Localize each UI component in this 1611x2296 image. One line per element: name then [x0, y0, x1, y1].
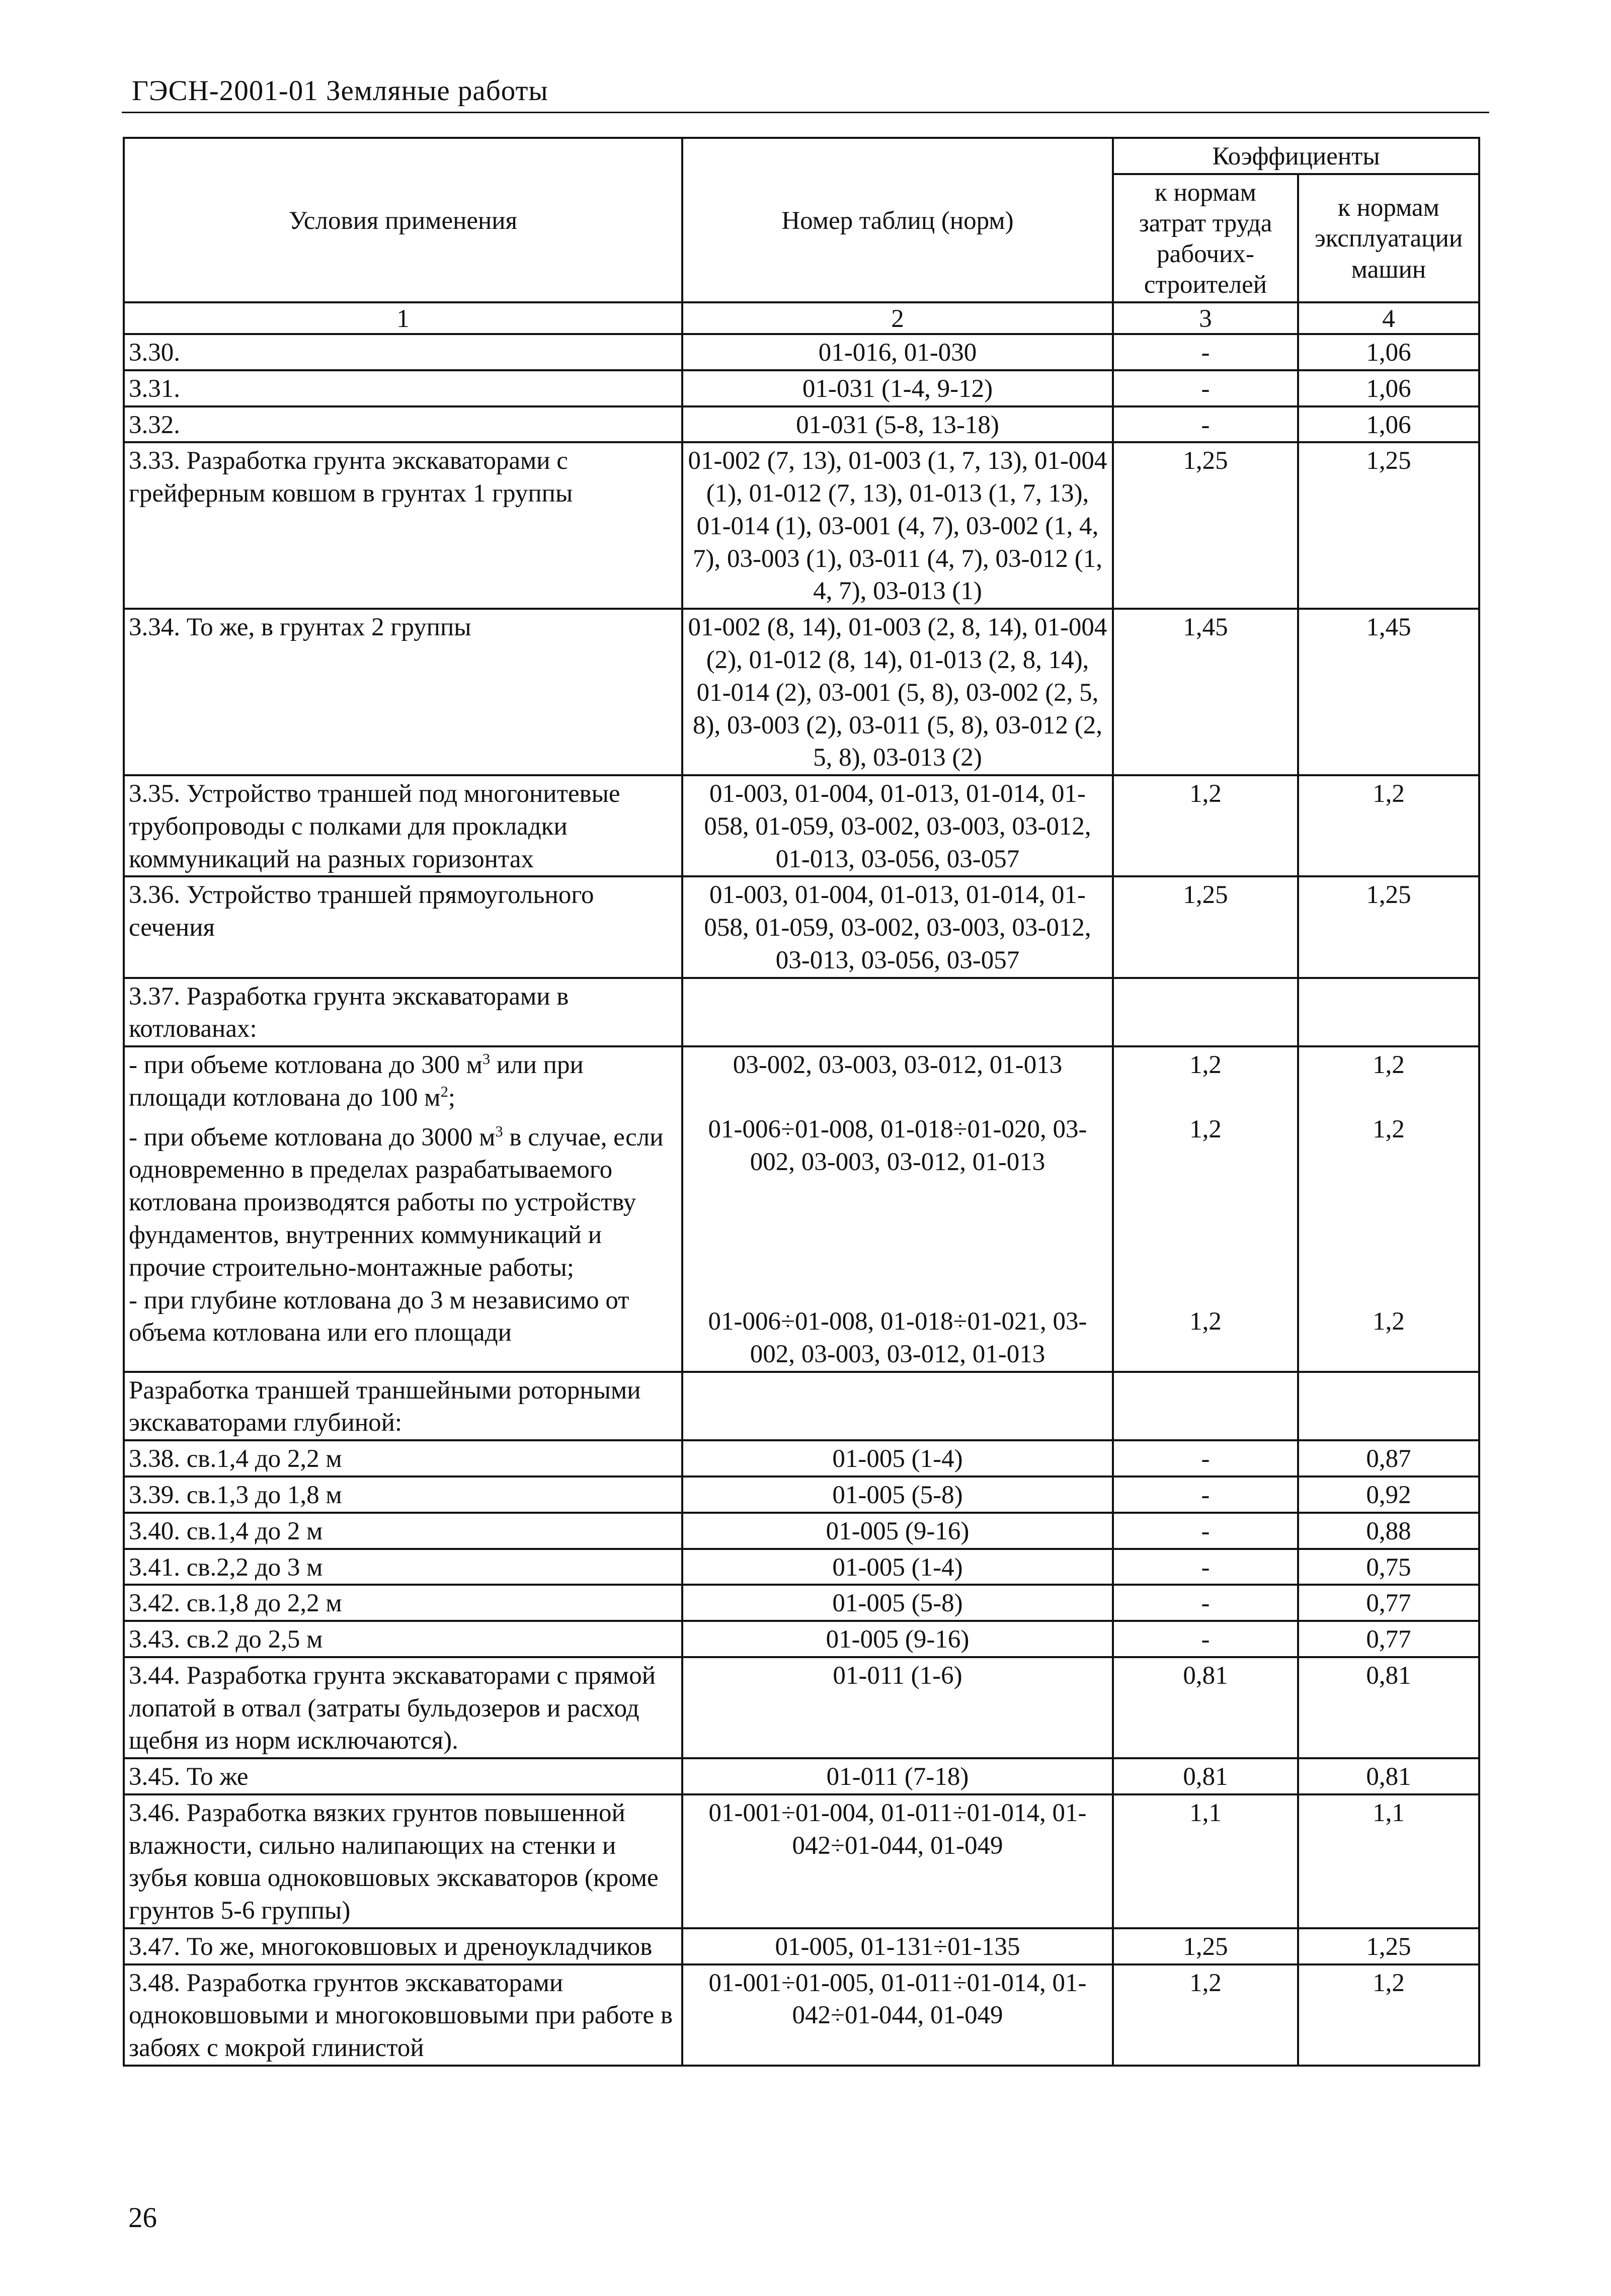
machine-coefficient-cell: 1,06 [1298, 370, 1479, 406]
machine-coefficient-cell: 0,81 [1298, 1657, 1479, 1758]
machine-coefficient-cell: 0,88 [1298, 1513, 1479, 1549]
condition-cell: 3.42. св.1,8 до 2,2 м [124, 1585, 682, 1621]
table-numbers-cell [682, 1046, 1113, 1372]
table-numbers-cell: 01-005 (1-4) [682, 1440, 1113, 1477]
table-numbers-cell: 01-002 (8, 14), 01-003 (2, 8, 14), 01-004 (2), 01-012 (8, 14), 01-013 (2, 8, 14), 01-014 (2), 03-001 (5, 8), 03-002 (2, 5, 8), 03-003 (2), 03-011 (5, 8), 03-012 (2, 5, 8), 03-013 (2) [682, 609, 1113, 775]
col-number: 4 [1298, 302, 1479, 334]
page-number: 26 [128, 2202, 157, 2234]
table-row [124, 609, 1479, 775]
condition-cell: 3.36. Устройство траншей прямоугольного сечения [124, 876, 682, 977]
labor-coefficient-cell: 1,1 [1113, 1794, 1298, 1928]
machine-value: 1,2 [1373, 1051, 1405, 1080]
machine-value: 1,2 [1373, 1307, 1405, 1336]
table-row [124, 1046, 1479, 1372]
table-row [124, 775, 1479, 876]
labor-coefficient-cell: - [1113, 370, 1298, 406]
header-labor: к нормам затрат труда рабочих-строителей [1113, 174, 1298, 302]
header-table-numbers: Номер таблиц (норм) [682, 138, 1113, 302]
condition-cell: 3.31. [124, 370, 682, 406]
header-divider [122, 112, 1489, 113]
machine-coefficient-cell [1298, 978, 1479, 1047]
condition-text: или при площади котлована до 100 м [129, 1051, 584, 1112]
labor-coefficient-cell: 1,2 [1113, 775, 1298, 876]
labor-coefficient-cell: 1,45 [1113, 609, 1298, 775]
condition-cell: Разработка траншей траншейными роторными экскаваторами глубиной: [124, 1372, 682, 1441]
condition-cell: 3.38. св.1,4 до 2,2 м [124, 1440, 682, 1477]
table-numbers-cell [682, 1372, 1113, 1441]
machine-coefficient-cell: 0,92 [1298, 1477, 1479, 1513]
machine-coefficient-cell: 1,25 [1298, 1928, 1479, 1964]
table-row [124, 1758, 1479, 1794]
table-numbers-cell: 01-003, 01-004, 01-013, 01-014, 01-058, 01-059, 03-002, 03-003, 03-012, 03-013, 03-056, 03-057 [682, 876, 1113, 977]
machine-coefficient-cell: 1,2 [1298, 775, 1479, 876]
condition-cell: 3.33. Разработка грунта экскаваторами с грейферным ковшом в грунтах 1 группы [124, 442, 682, 609]
table-row [124, 1794, 1479, 1928]
column-number-row [124, 302, 1479, 334]
condition-text: - при глубине котлована до 3 м независимо от объема котлована или его площади [129, 1286, 629, 1347]
condition-cell: 3.40. св.1,4 до 2 м [124, 1513, 682, 1549]
machine-coefficient-cell: 1,45 [1298, 609, 1479, 775]
condition-cell: 3.41. св.2,2 до 3 м [124, 1549, 682, 1585]
labor-coefficient-cell: - [1113, 1440, 1298, 1477]
header-conditions: Условия применения [124, 138, 682, 302]
labor-coefficient-cell: 1,25 [1113, 1928, 1298, 1964]
labor-coefficient-cell: - [1113, 334, 1298, 370]
table-row [124, 1621, 1479, 1657]
labor-coefficient-cell: 1,2 [1113, 1964, 1298, 2066]
table-numbers-cell: 01-011 (7-18) [682, 1758, 1113, 1794]
labor-coefficient-cell [1113, 978, 1298, 1047]
machine-coefficient-cell: 1,1 [1298, 1794, 1479, 1928]
machine-coefficient-cell: 1,25 [1298, 876, 1479, 977]
machine-coefficient-cell: 1,25 [1298, 442, 1479, 609]
condition-cell: 3.35. Устройство траншей под многонитевые трубопроводы с полками для прокладки коммуникаций на разных горизонтах [124, 775, 682, 876]
header-coefficients: Коэффициенты [1113, 138, 1479, 174]
table-row [124, 1585, 1479, 1621]
labor-coefficient-cell: - [1113, 1513, 1298, 1549]
labor-coefficient-cell: - [1113, 1621, 1298, 1657]
condition-text: - при объеме котлована до 3000 м [129, 1123, 496, 1152]
labor-coefficient-cell: 0,81 [1113, 1758, 1298, 1794]
table-numbers-text: 01-006÷01-008, 01-018÷01-021, 03-002, 03-003, 03-012, 01-013 [708, 1307, 1087, 1368]
table-row [124, 876, 1479, 977]
machine-coefficient-cell: 0,75 [1298, 1549, 1479, 1585]
labor-coefficient-cell: - [1113, 1477, 1298, 1513]
labor-value: 1,2 [1189, 1307, 1222, 1336]
condition-cell: 3.30. [124, 334, 682, 370]
condition-text: ; [448, 1083, 456, 1112]
table-numbers-text: 03-002, 03-003, 03-012, 01-013 [733, 1051, 1063, 1080]
machine-coefficient-cell: 0,77 [1298, 1621, 1479, 1657]
machine-coefficient-cell [1298, 1046, 1479, 1372]
table-numbers-cell: 01-031 (5-8, 13-18) [682, 406, 1113, 443]
machine-value: 1,2 [1373, 1115, 1405, 1144]
table-numbers-cell: 01-031 (1-4, 9-12) [682, 370, 1113, 406]
labor-value: 1,2 [1189, 1115, 1222, 1144]
labor-coefficient-cell: 1,25 [1113, 442, 1298, 609]
table-row [124, 334, 1479, 370]
table-row [124, 1477, 1479, 1513]
col-number: 1 [124, 302, 682, 334]
col-number: 3 [1113, 302, 1298, 334]
condition-cell [124, 1046, 682, 1372]
table-row [124, 1549, 1479, 1585]
labor-coefficient-cell: - [1113, 1549, 1298, 1585]
labor-coefficient-cell [1113, 1372, 1298, 1441]
table-numbers-cell: 01-005 (5-8) [682, 1477, 1113, 1513]
table-row [124, 1372, 1479, 1441]
table-numbers-cell: 01-003, 01-004, 01-013, 01-014, 01-058, 01-059, 03-002, 03-003, 03-012, 01-013, 03-056, 03-057 [682, 775, 1113, 876]
table-row [124, 1964, 1479, 2066]
table-row [124, 1928, 1479, 1964]
labor-coefficient-cell: 0,81 [1113, 1657, 1298, 1758]
superscript: 2 [440, 1083, 448, 1100]
machine-coefficient-cell: 0,77 [1298, 1585, 1479, 1621]
table-numbers-cell: 01-002 (7, 13), 01-003 (1, 7, 13), 01-004 (1), 01-012 (7, 13), 01-013 (1, 7, 13), 01-014 (1), 03-001 (4, 7), 03-002 (1, 4, 7), 03-003 (1), 03-011 (4, 7), 03-012 (1, 4, 7), 03-013 (1) [682, 442, 1113, 609]
machine-coefficient-cell: 1,06 [1298, 334, 1479, 370]
table-row [124, 1513, 1479, 1549]
labor-coefficient-cell [1113, 1046, 1298, 1372]
running-header: ГЭСН-2001-01 Земляные работы [132, 75, 548, 107]
machine-coefficient-cell: 1,06 [1298, 406, 1479, 443]
condition-cell: 3.44. Разработка грунта экскаваторами с прямой лопатой в отвал (затраты бульдозеров и расход щебня из норм исключаются). [124, 1657, 682, 1758]
table-row [124, 1657, 1479, 1758]
condition-cell: 3.37. Разработка грунта экскаваторами в котлованах: [124, 978, 682, 1047]
col-number: 2 [682, 302, 1113, 334]
superscript: 3 [482, 1050, 491, 1068]
table-numbers-cell: 01-001÷01-005, 01-011÷01-014, 01-042÷01-044, 01-049 [682, 1964, 1113, 2066]
machine-coefficient-cell [1298, 1372, 1479, 1441]
header-machines: к нормам эксплуатации машин [1298, 174, 1479, 302]
table-row [124, 978, 1479, 1047]
labor-coefficient-cell: 1,25 [1113, 876, 1298, 977]
condition-cell: 3.46. Разработка вязких грунтов повышенной влажности, сильно налипающих на стенки и зубья ковша одноковшовых экскаваторов (кроме грунтов 5-6 группы) [124, 1794, 682, 1928]
table-numbers-cell: 01-005 (1-4) [682, 1549, 1113, 1585]
condition-cell: 3.34. То же, в грунтах 2 группы [124, 609, 682, 775]
table-numbers-cell: 01-001÷01-004, 01-011÷01-014, 01-042÷01-044, 01-049 [682, 1794, 1113, 1928]
table-row [124, 370, 1479, 406]
labor-coefficient-cell: - [1113, 406, 1298, 443]
superscript: 3 [495, 1122, 503, 1140]
condition-cell: 3.32. [124, 406, 682, 443]
table-numbers-cell [682, 978, 1113, 1047]
condition-cell: 3.45. То же [124, 1758, 682, 1794]
table-numbers-cell: 01-005 (9-16) [682, 1621, 1113, 1657]
condition-cell: 3.48. Разработка грунтов экскаваторами одноковшовыми и многоковшовыми при работе в забоях с мокрой глинистой [124, 1964, 682, 2066]
condition-cell: 3.47. То же, многоковшовых и дреноукладчиков [124, 1928, 682, 1964]
table-row [124, 442, 1479, 609]
condition-text: - при объеме котлована до 300 м [129, 1051, 482, 1080]
labor-value: 1,2 [1189, 1051, 1222, 1080]
condition-text: в случае, если одновременно в пределах разрабатываемого котлована производятся работы по устройству фундаментов, внутренних коммуникаций и прочие строительно-монтажные работы; [129, 1123, 664, 1282]
table-numbers-cell: 01-016, 01-030 [682, 334, 1113, 370]
table-numbers-cell: 01-005, 01-131÷01-135 [682, 1928, 1113, 1964]
table-numbers-cell: 01-005 (5-8) [682, 1585, 1113, 1621]
labor-coefficient-cell: - [1113, 1585, 1298, 1621]
machine-coefficient-cell: 0,81 [1298, 1758, 1479, 1794]
condition-cell: 3.39. св.1,3 до 1,8 м [124, 1477, 682, 1513]
table-numbers-cell: 01-005 (9-16) [682, 1513, 1113, 1549]
table-row [124, 1440, 1479, 1477]
table-numbers-cell: 01-011 (1-6) [682, 1657, 1113, 1758]
table-row [124, 406, 1479, 443]
table-numbers-text: 01-006÷01-008, 01-018÷01-020, 03-002, 03-003, 03-012, 01-013 [708, 1115, 1087, 1176]
coefficients-table [123, 137, 1480, 2067]
machine-coefficient-cell: 0,87 [1298, 1440, 1479, 1477]
condition-cell: 3.43. св.2 до 2,5 м [124, 1621, 682, 1657]
machine-coefficient-cell: 1,2 [1298, 1964, 1479, 2066]
